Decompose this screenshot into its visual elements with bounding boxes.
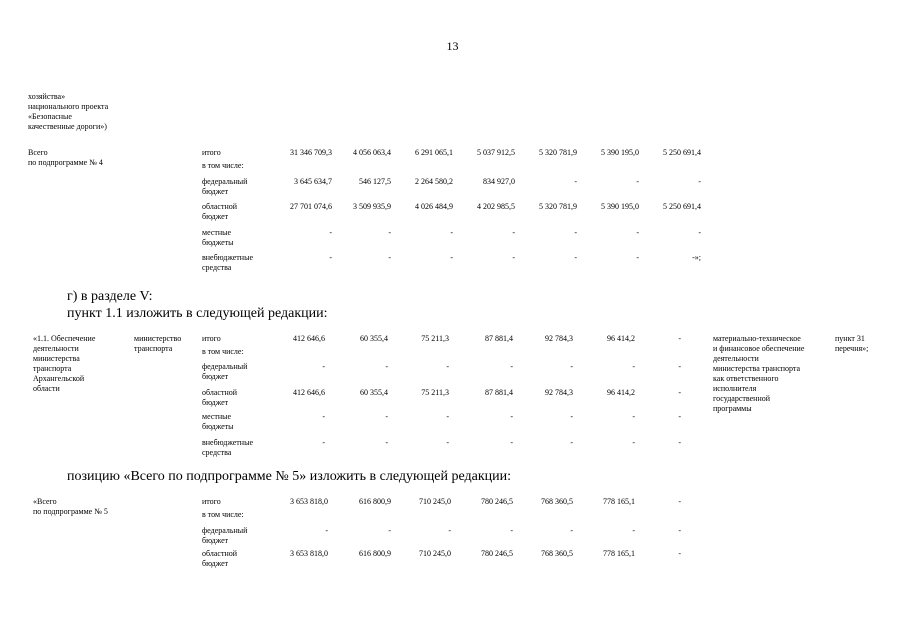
value-cell: 92 784,3 [545,334,573,343]
value-cell: 616 800,9 [359,549,391,558]
value-cell: - [448,526,451,535]
position-heading: позицию «Всего по подпрограмме № 5» изложить в следующей редакции: [67,469,512,484]
value-cell: 778 165,1 [603,497,635,506]
value-cell: 75 211,3 [421,388,449,397]
value-cell: 412 646,6 [293,334,325,343]
value-cell: - [570,438,573,447]
value-cell: - [385,362,388,371]
value-cell: - [446,412,449,421]
value-cell: - [632,412,635,421]
value-cell: - [570,412,573,421]
value-cell: - [678,549,681,558]
value-cell: 3 653 818,0 [290,549,328,558]
value-cell: 3 645 634,7 [294,177,332,186]
value-cell: 5 390 195,0 [601,202,639,211]
value-cell: - [450,253,453,262]
value-cell: 778 165,1 [603,549,635,558]
value-cell: 87 881,4 [485,388,513,397]
value-cell: 710 245,0 [419,549,451,558]
value-cell: -»; [692,253,701,262]
row-label: областной бюджет [202,388,238,407]
value-cell: 96 414,2 [607,388,635,397]
value-cell: 768 360,5 [541,497,573,506]
value-cell: - [325,526,328,535]
value-cell: - [570,362,573,371]
row-label: итого [202,497,221,506]
value-cell: - [385,438,388,447]
value-cell: 4 202 985,5 [477,202,515,211]
value-cell: - [322,412,325,421]
row-label: местные бюджеты [202,228,234,247]
value-cell: - [678,526,681,535]
value-cell: 5 320 781,9 [539,148,577,157]
value-cell: 5 390 195,0 [601,148,639,157]
value-cell: - [322,362,325,371]
row-label: федеральный бюджет [202,526,248,545]
value-cell: 60 355,4 [360,388,388,397]
executor: министерство транспорта [134,334,182,353]
value-cell: - [698,228,701,237]
value-cell: - [385,412,388,421]
value-cell: - [632,438,635,447]
value-cell: - [698,177,701,186]
value-cell: 60 355,4 [360,334,388,343]
value-cell: 87 881,4 [485,334,513,343]
value-cell: - [322,438,325,447]
value-cell: 710 245,0 [419,497,451,506]
value-cell: 780 246,5 [481,549,513,558]
row-title: Всего по подпрограмме № 4 [28,148,103,167]
value-cell: 92 784,3 [545,388,573,397]
row-label: федеральный бюджет [202,362,248,381]
value-cell: 780 246,5 [481,497,513,506]
row-label: итого [202,148,221,157]
row-label: областной бюджет [202,549,238,568]
result-text: материально-техническое и финансовое обеспечение деятельности министерства транспорта как ответственного исполнителя государственной программы [713,334,805,413]
value-cell: 27 701 074,6 [290,202,332,211]
value-cell: - [678,362,681,371]
value-cell: - [510,362,513,371]
row-title: «Всего по подпрограмме № 5 [33,497,108,516]
value-cell: 5 250 691,4 [663,202,701,211]
value-cell: 2 264 580,2 [415,177,453,186]
value-cell: - [512,228,515,237]
value-cell: 3 653 818,0 [290,497,328,506]
value-cell: 412 646,6 [293,388,325,397]
value-cell: 616 800,9 [359,497,391,506]
value-cell: - [632,362,635,371]
value-cell: - [329,228,332,237]
value-cell: - [574,253,577,262]
value-cell: 5 250 691,4 [663,148,701,157]
row-label: в том числе: [202,347,244,356]
value-cell: 834 927,0 [483,177,515,186]
value-cell: - [678,388,681,397]
row-label: областной бюджет [202,202,238,221]
row-label: внебюджетные средства [202,253,253,272]
value-cell: - [678,412,681,421]
table-fragment-top: хозяйства» национального проекта «Безопасные качественные дороги») [28,92,109,131]
value-cell: 31 346 709,3 [290,148,332,157]
value-cell: - [446,438,449,447]
value-cell: - [510,412,513,421]
value-cell: - [632,526,635,535]
row-label: итого [202,334,221,343]
value-cell: - [678,438,681,447]
row-title: «1.1. Обеспечение деятельности министерства транспорта Архангельской области [33,334,96,393]
page-number: 13 [446,39,459,53]
value-cell: 546 127,5 [359,177,391,186]
value-cell: - [512,253,515,262]
value-cell: - [574,228,577,237]
value-cell: - [574,177,577,186]
value-cell: 5 320 781,9 [539,202,577,211]
value-cell: 768 360,5 [541,549,573,558]
row-label: местные бюджеты [202,412,234,431]
value-cell: 3 509 935,9 [353,202,391,211]
section-subheading: пункт 1.1 изложить в следующей редакции: [67,306,328,321]
value-cell: 6 291 065,1 [415,148,453,157]
row-label: в том числе: [202,161,244,170]
value-cell: - [570,526,573,535]
reference-link: пункт 31 перечня»; [835,334,869,353]
value-cell: - [636,253,639,262]
value-cell: - [388,228,391,237]
row-label: в том числе: [202,510,244,519]
value-cell: 75 211,3 [421,334,449,343]
value-cell: - [636,228,639,237]
value-cell: - [678,334,681,343]
value-cell: 4 056 063,4 [353,148,391,157]
value-cell: - [510,438,513,447]
value-cell: - [678,497,681,506]
row-label: федеральный бюджет [202,177,248,196]
value-cell: - [450,228,453,237]
section-heading: г) в разделе V: [67,289,153,304]
value-cell: 96 414,2 [607,334,635,343]
value-cell: - [388,526,391,535]
row-label: внебюджетные средства [202,438,253,457]
value-cell: - [510,526,513,535]
value-cell: - [329,253,332,262]
value-cell: - [636,177,639,186]
value-cell: - [446,362,449,371]
value-cell: 5 037 912,5 [477,148,515,157]
value-cell: 4 026 484,9 [415,202,453,211]
value-cell: - [388,253,391,262]
